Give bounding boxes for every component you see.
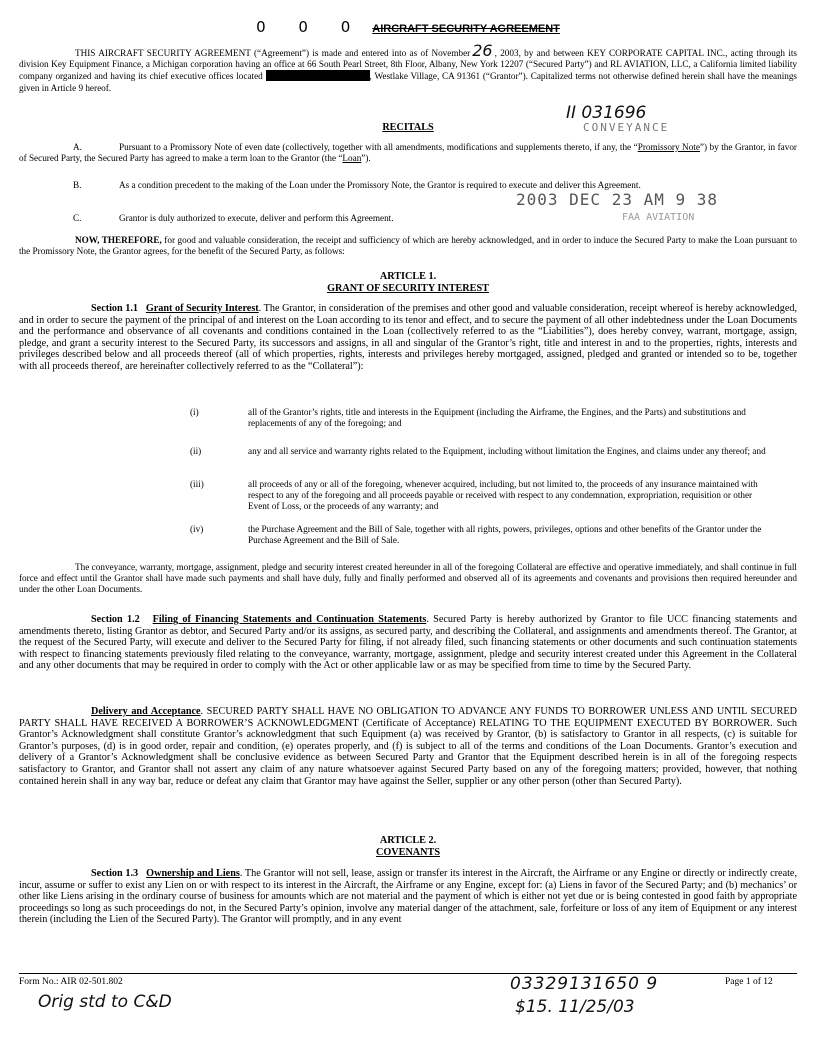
section-1-2: Section 1.2 Filing of Financing Statements and Continuation Statements. Secured Party is hereby authorized by Grantor to file UCC financing statements and amendments thereto, listing Grantor as debtor, and Secured Party and/or its assigns, as secured party, and describing the Collateral, and assignments and amendments thereof. The Grantor, at the request of the Secured Party, will execute and deliver to the Secured Party for filing, if not already filed, such financing statements or other documents and such continuation statements with respect to financing statements previously filed relating to the conveyance, warranty, mortgage, assignment, pledge and security interest created under this Agreement in the Collateral and any other documents that may be required in order to comply with the Act or other applicable law or as may be specified from time to time by the Secured Party. xyxy=(19,614,798,672)
document-header xyxy=(0,18,816,37)
section-1-3-title: Ownership and Liens xyxy=(146,868,240,879)
handwritten-filing-number: 03329131650 9 xyxy=(510,974,659,994)
form-number: Form No.: AIR 02-501.802 xyxy=(19,977,123,987)
article-2-heading: ARTICLE 2. COVENANTS xyxy=(376,835,440,858)
handwritten-note: Orig std to C&D xyxy=(38,992,172,1012)
recitals-heading: RECITALS xyxy=(382,122,434,133)
handwritten-doc-id: II 031696 xyxy=(566,103,647,123)
delivery-acceptance-title: Delivery and Acceptance xyxy=(91,706,201,717)
recital-a: A. Pursuant to a Promissory Note of even date (collectively, together with all amendments, modifications and supplements thereto, if any, the “Promissory Note”) by the Grantor, in favor of Secured Party, the Secured Party has agreed to make a term loan to the Grantor (the “Loan”). xyxy=(19,142,797,164)
delivery-acceptance-paragraph: Delivery and Acceptance. SECURED PARTY SHALL HAVE NO OBLIGATION TO ADVANCE ANY FUNDS TO BORROWER UNLESS AND UNTIL SECURED PARTY SHALL HAVE RECEIVED A BORROWER’S ACKNOWLEDGMENT (Certificate of Acceptance) RELATING TO THE EQUIPMENT EXECUTED BY BORROWER. Such Grantor’s Acknowledgment shall constitute Grantor’s acknowledgment that such Equipment (a) was received by Grantor, (b) is satisfactory to Grantor in all respects, (c) is suitable for Grantor’s purposes, (d) is in good order, repair and condition, (e) operates properly, and (f) is subject to all of the terms and conditions of the Loan Documents. Grantor’s execution and delivery of a Grantor’s Acknowledgment shall be conclusive evidence as between Secured Party and Grantor that the Equipment described herein is in all of the foregoing respects satisfactory to Grantor, and Grantor shall not assert any claim of any nature whatsoever against Secured Party based on any of the foregoing matters; provided, however, that nothing contained herein shall in any way bar, reduce or defeat any claim that Grantor may have against the Seller, supplier or any other person (other than Secured Party). xyxy=(19,706,797,787)
recital-c: C. Grantor is duly authorized to execute, deliver and perform this Agreement. xyxy=(73,213,394,223)
document-title: AIRCRAFT SECURITY AGREEMENT xyxy=(372,23,560,35)
section-1-1-title: Grant of Security Interest xyxy=(145,303,259,314)
conveyance-paragraph: The conveyance, warranty, mortgage, assignment, pledge and security interest created hereunder in all of the foregoing Collateral are effective and operative immediately, and shall continue in full force and effect until the Grantor shall have made such payments and shall have duly, fully and finally performed and observed all of its agreements and covenants and provisions then required hereunder and under the other Loan Documents. xyxy=(19,562,797,595)
article-1-heading: ARTICLE 1. GRANT OF SECURITY INTEREST xyxy=(327,271,489,294)
filed-date-stamp: 2003 DEC 23 AM 9 38 xyxy=(516,190,719,209)
handwritten-date-day: 26 xyxy=(472,41,493,60)
redaction-block xyxy=(266,70,370,81)
section-1-1: Section 1.1 Grant of Security Interest. The Grantor, in consideration of the premises and other good and valuable consideration, receipt whereof is hereby acknowledged, and in order to secure the payment of the principal of and interest on the Loan according to its tenor and effect, and to secure the payment of all other indebtedness under the Loan Documents and the performance and observance of all covenants and conditions contained in the Loan (collectively referred to as the “Liabilities”), does hereby convey, warrant, mortgage, assign, pledge, and grant a security interest to the Secured Party, its successors and assigns, in all and singular of the Grantor’s right, title and interest in and to the properties, rights, interests and privileges described below and all proceeds thereof (all of which properties, rights, interests and privileges hereby mortgaged, assigned, pledged and granted or intended so to be, together with all proceeds thereof, are hereinafter collectively referred to as the “Collateral”): xyxy=(19,303,797,372)
now-therefore-paragraph: NOW, THEREFORE, for good and valuable consideration, the receipt and sufficiency of which are hereby acknowledged, and in order to induce the Secured Party to make the Loan pursuant to the Promissory Note, the Grantor agrees, for the benefit of the Secured Party, as follows: xyxy=(19,235,797,257)
promissory-note-term: Promissory Note xyxy=(637,142,700,152)
page-number: Page 1 of 12 xyxy=(725,977,773,987)
handwritten-fee-date: $15. 11/25/03 xyxy=(515,997,635,1017)
header-marks: 0 0 0 xyxy=(256,18,365,36)
footer-divider xyxy=(19,973,797,974)
intro-paragraph: THIS AIRCRAFT SECURITY AGREEMENT (“Agreement”) is made and entered into as of November 26 , 2003, by and between KEY CORPORATE CAPITAL INC., acting through its division Key Equipment Finance, a Michigan corporation having an office at 66 South Pearl Street, 8th Floor, Albany, New York 12207 (“Secured Party”) and RL AVIATION, LLC, a California limited liability company organized and having its chief executive offices located , Westlake Village, CA 91361 (“Grantor”). Capitalized terms not otherwise defined herein shall have the meanings given in Article 9 hereof. xyxy=(19,41,798,93)
document-page: 0 0 0 AIRCRAFT SECURITY AGREEMENT THIS AIRCRAFT SECURITY AGREEMENT (“Agreement”) is made and entered into as of November 26 , 2003, by and between KEY CORPORATE CAPITAL INC., acting through its division Key Equipment Finance, a Michigan corporation having an office at 66 South Pearl Street, 8th Floor, Albany, New York 12207 (“Secured Party”) and RL AVIATION, LLC, a California limited liability company organized and having its chief executive offices located , Westlake Village, CA 91361 (“Grantor”). Capitalized terms not otherwise defined herein shall have the meanings given in Article 9 hereof. II 031696 CONVEYANCE RECITALS A. Pursuant to a Promissory Note of even date (collectively, together with all amendments, modifications and supplements thereto, if any, the “Promissory Note”) by the Grantor, in favor of Secured Party, the Secured Party has agreed to make a term loan to the Grantor (the “Loan”). B. As a condition precedent to the making of the Loan under the Promissory Note, the Grantor is required to execute and deliver this Agreement. 2003 DEC 23 AM 9 38 C. Grantor is duly authorized to execute, deliver and perform this Agreement. FAA AVIATION NOW, THEREFORE, for good and valuable consideration, the receipt and sufficiency of which are hereby acknowledged, and in order to induce the Secured Party to make the Loan pursuant to the Promissory Note, the Grantor agrees, for the benefit of the Secured Party, as follows: ARTICLE 1. GRANT OF SECURITY INTEREST Section 1.1 Grant of Security Interest. The Grantor, in consideration of the premises and other good and valuable consideration, receipt whereof is hereby acknowledged, and in order to secure the payment of the principal of and interest on the Loan according to its tenor and effect, and to secure the payment of all other indebtedness under the Loan Documents and the performance and observance of all covenants and conditions contained in the Loan (collectively referred to as the “Liabilities”), does hereby convey, warrant, mortgage, assign, pledge, and grant a security interest to the Secured Party, its successors and assigns, in all and singular of the Grantor’s right, title and interest in and to the properties, rights, interests and privileges described below and all proceeds thereof (all of which properties, rights, interests and privileges hereby mortgaged, assigned, pledged and granted or intended so to be, together with all proceeds thereof, are hereinafter collectively referred to as the “Collateral”): (i) all of the Grantor’s rights, title and interests in the Equipment (including the Airframe, the Engines, and the Parts) and substitutions and replacements of any of the foregoing; and (ii) any and all service and warranty rights related to the Equipment, including without limitation the Engines, and claims under any thereof; and (iii) all proceeds of any or all of the foregoing, whenever acquired, including, but not limited to, the proceeds of any insurance maintained with respect to any of the foregoing and all proceeds payable or received with respect to any condemnation, expropriation, requisition or other Event of Loss, or the proceeds of any warranty; and (iv) the Purchase Agreement and the Bill of Sale, together with all rights, powers, privileges, options and other benefits of the Grantor under the Purchase Agreement and the Bill of Sale. The conveyance, warranty, mortgage, assignment, pledge and security interest created hereunder in all of the foregoing Collateral are effective and operative immediately, and shall continue in full force and effect until the Grantor shall have made such payments and shall have duly, fully and finally performed and observed all of its agreements and covenants and provisions then required hereunder and under the other Loan Documents. Section 1.2 Filing of Financing Statements and Continuation Statements. Secured Party is hereby authorized by Grantor to file UCC financing statements and amendments thereto, listing Grantor as debtor, and Secured Party and/or its assigns, as secured party, and describing the Collateral, and assignments and amendments thereof. The Grantor, at the request of the Secured Party, will execute and deliver to the Secured Party for filing, if not already filed, such financing statements or other documents and such continuation statements with respect to financing statements previously filed relating to the conveyance, warranty, mortgage, assignment, pledge and security interest created under this Agreement in the Collateral and any other documents that may be required in order to comply with the Act or other applicable law or as may be specified from time to time by the Secured Party. Delivery and Acceptance. SECURED PARTY SHALL HAVE NO OBLIGATION TO ADVANCE ANY FUNDS TO BORROWER UNLESS AND UNTIL SECURED PARTY SHALL HAVE RECEIVED A BORROWER’S ACKNOWLEDGMENT (Certificate of Acceptance) RELATING TO THE EQUIPMENT EXECUTED BY BORROWER. Such Grantor’s Acknowledgment shall constitute Grantor’s acknowledgment that such Equipment (a) was received by Grantor, (b) is satisfactory to Grantor in all respects, (c) is suitable for Grantor’s purposes, (d) is in good order, repair and condition, (e) operates properly, and (f) is subject to all of the terms and conditions of the Loan Documents. Grantor’s execution and delivery of a Grantor’s Acknowledgment shall be conclusive evidence as between Secured Party and Grantor that the Equipment described herein is in all of the foregoing respects satisfactory to Grantor, and Grantor shall not assert any claim of any nature whatsoever against Secured Party based on any of the foregoing matters; provided, however, that nothing contained herein shall in any way bar, reduce or defeat any claim that Grantor may have against the Seller, supplier or any other person (other than Secured Party). ARTICLE 2. COVENANTS Section 1.3 Ownership and Liens. The Grantor will not sell, lease, assign or transfer its interest in the Aircraft, the Airframe or any Engine or directly or indirectly create, incur, assume or suffer to exist any Lien on or with respect to its interest in the Aircraft, the Airframe or any Engine, except for: (a) Liens in favor of the Secured Party; and (b) mechanics’ or other like Liens arising in the ordinary course of business for amounts which are not material and the payment of which is either not yet due or is being contested in good faith by appropriate proceedings so long as such proceedings do not, in the Secured Party’s opinion, involve any material danger of the attachment, sale, forfeiture or loss of any item of Equipment or any interest therein (including the Lien of the Secured Party). The Grantor will promptly, and in any event Form No.: AIR 02-501.802 Page 1 of 12 Orig std to C&D 03329131650 9 $15. 11/25/03 xyxy=(0,0,816,1056)
recital-b: B. As a condition precedent to the making of the Loan under the Promissory Note, the Grantor is required to execute and deliver this Agreement. xyxy=(73,180,641,190)
conveyance-stamp: CONVEYANCE xyxy=(583,121,670,134)
aviation-stamp: FAA AVIATION xyxy=(622,212,695,223)
section-1-2-title: Filing of Financing Statements and Continuation Statements xyxy=(152,614,427,625)
section-1-3: Section 1.3 Ownership and Liens. The Grantor will not sell, lease, assign or transfer its interest in the Aircraft, the Airframe or any Engine or directly or indirectly create, incur, assume or suffer to exist any Lien on or with respect to its interest in the Aircraft, the Airframe or any Engine, except for: (a) Liens in favor of the Secured Party; and (b) mechanics’ or other like Liens arising in the ordinary course of business for amounts which are not material and the payment of which is either not yet due or is being contested in good faith by appropriate proceedings so long as such proceedings do not, in the Secured Party’s opinion, involve any material danger of the attachment, sale, forfeiture or loss of any item of Equipment or any interest therein (including the Lien of the Secured Party). The Grantor will promptly, and in any event xyxy=(19,868,797,926)
